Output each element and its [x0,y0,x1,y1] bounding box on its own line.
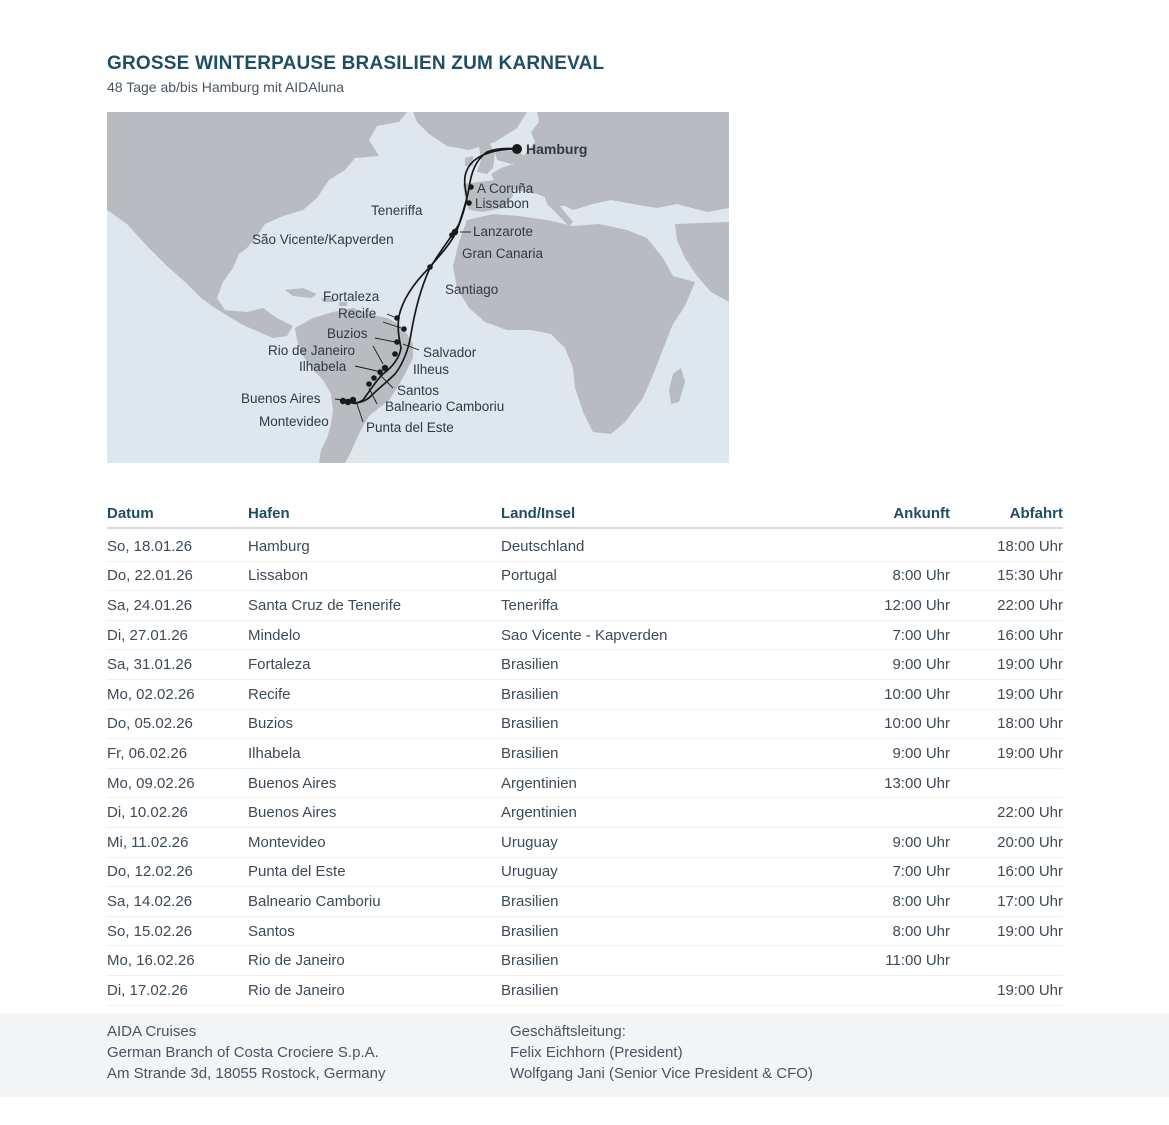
port-dot-buenosaires [340,398,346,404]
cell-hafen: Rio de Janeiro [248,975,501,1005]
cell-ankunft: 10:00 Uhr [821,709,950,739]
cell-abfahrt: 19:00 Uhr [950,679,1063,709]
itinerary-table [107,500,1063,1006]
cell-hafen: Buenos Aires [248,768,501,798]
cell-datum: Mi, 11.02.26 [107,827,248,857]
table-row [107,857,1063,887]
cell-land: Brasilien [501,679,821,709]
map-label-santos: Santos [397,383,440,398]
cell-ankunft: 7:00 Uhr [821,620,950,650]
table-row [107,946,1063,976]
cell-ankunft: 8:00 Uhr [821,561,950,591]
cell-land: Sao Vicente - Kapverden [501,620,821,650]
port-dot-lissabon [466,200,472,206]
table-row [107,709,1063,739]
map-label-rio: Rio de Janeiro [268,343,356,358]
footer-company-branch: German Branch of Costa Crociere S.p.A. [107,1044,379,1061]
cell-ankunft: 9:00 Uhr [821,739,950,769]
map-label-ilheus: Ilheus [413,362,450,377]
port-dot-salvador [394,339,400,345]
map-label-camboriu: Balneario Camboriu [385,399,505,414]
map-label-teneriffa: Teneriffa [371,203,423,218]
cell-ankunft [821,798,950,828]
footer-company-address: Am Strande 3d, 18055 Rostock, Germany [107,1065,386,1082]
port-dot-fortaleza [394,315,400,321]
cell-datum: Do, 05.02.26 [107,709,248,739]
cell-hafen: Montevideo [248,827,501,857]
table-row [107,561,1063,591]
cell-ankunft: 9:00 Uhr [821,827,950,857]
cell-hafen: Lissabon [248,561,501,591]
cell-land: Teneriffa [501,591,821,621]
table-row [107,798,1063,828]
table-row [107,916,1063,946]
cell-land: Brasilien [501,887,821,917]
cell-datum: So, 15.02.26 [107,916,248,946]
cell-land: Argentinien [501,798,821,828]
table-row [107,620,1063,650]
cell-land: Brasilien [501,975,821,1005]
footer [0,1013,1169,1097]
cell-land: Brasilien [501,739,821,769]
map-label-fortaleza: Fortaleza [323,289,380,304]
map-label-ilhabela: Ilhabela [299,359,347,374]
map-label-puntadeleste: Punta del Este [366,420,454,435]
port-dot-recife [401,326,407,332]
table-row [107,887,1063,917]
port-dot-kapverden [427,264,433,270]
cell-hafen: Buenos Aires [248,798,501,828]
page-subtitle: 48 Tage ab/bis Hamburg mit AIDAluna [107,79,345,95]
cell-land: Brasilien [501,709,821,739]
itinerary-body [107,528,1063,1005]
cell-hafen: Ilhabela [248,739,501,769]
table-row [107,827,1063,857]
port-dot-acoruna [468,184,474,190]
cell-datum: Mo, 02.02.26 [107,679,248,709]
footer-management-president: Felix Eichhorn (President) [510,1044,683,1061]
route-map [107,112,729,463]
cell-datum: Do, 12.02.26 [107,857,248,887]
map-label-santiago: Santiago [445,282,499,297]
map-label-salvador: Salvador [423,345,477,360]
map-label-montevideo: Montevideo [259,414,329,429]
cell-datum: Mo, 16.02.26 [107,946,248,976]
cell-hafen: Rio de Janeiro [248,946,501,976]
cell-abfahrt [950,946,1063,976]
footer-company [107,1021,385,1084]
port-dot-hamburg [512,144,522,154]
col-header-land: Land/Insel [501,500,821,528]
cell-ankunft: 13:00 Uhr [821,768,950,798]
cell-abfahrt: 16:00 Uhr [950,857,1063,887]
map-label-buzios: Buzios [327,326,368,341]
footer-management [510,1021,813,1084]
cell-datum: Do, 22.01.26 [107,561,248,591]
cell-abfahrt: 19:00 Uhr [950,975,1063,1005]
cell-abfahrt: 19:00 Uhr [950,739,1063,769]
cell-land: Brasilien [501,650,821,680]
map-label-saovicente: São Vicente/Kapverden [252,232,394,247]
cell-land: Brasilien [501,916,821,946]
cell-ankunft: 8:00 Uhr [821,916,950,946]
itinerary-header-row [107,500,1063,528]
cell-datum: Di, 17.02.26 [107,975,248,1005]
page-title: GROSSE WINTERPAUSE BRASILIEN ZUM KARNEVAL [107,53,605,74]
cell-abfahrt: 22:00 Uhr [950,798,1063,828]
cell-datum: Sa, 31.01.26 [107,650,248,680]
cell-datum: Sa, 24.01.26 [107,591,248,621]
route-map-svg [107,112,729,463]
cell-abfahrt: 19:00 Uhr [950,916,1063,946]
cell-abfahrt: 18:00 Uhr [950,528,1063,561]
cell-ankunft: 9:00 Uhr [821,650,950,680]
map-label-hamburg: Hamburg [526,141,588,157]
cell-abfahrt: 18:00 Uhr [950,709,1063,739]
port-dot-rio [382,365,388,371]
cell-hafen: Recife [248,679,501,709]
cell-abfahrt: 19:00 Uhr [950,650,1063,680]
cell-ankunft [821,975,950,1005]
table-row [107,975,1063,1005]
cell-abfahrt: 17:00 Uhr [950,887,1063,917]
cell-hafen: Mindelo [248,620,501,650]
port-dot-santos [371,375,377,381]
table-row [107,768,1063,798]
port-dot-camboriu [366,381,372,387]
cell-datum: So, 18.01.26 [107,528,248,561]
cell-hafen: Buzios [248,709,501,739]
cell-hafen: Fortaleza [248,650,501,680]
cell-land: Portugal [501,561,821,591]
cell-land: Uruguay [501,827,821,857]
cell-ankunft: 10:00 Uhr [821,679,950,709]
map-label-buenosaires: Buenos Aires [241,391,321,406]
map-label-grancanaria: Gran Canaria [462,246,544,261]
cell-hafen: Punta del Este [248,857,501,887]
cell-land: Brasilien [501,946,821,976]
port-dot-ilhabela [377,369,383,375]
cell-datum: Di, 27.01.26 [107,620,248,650]
cell-abfahrt: 22:00 Uhr [950,591,1063,621]
map-label-acoruna: A Coruña [477,181,534,196]
cell-abfahrt: 16:00 Uhr [950,620,1063,650]
table-row [107,591,1063,621]
table-row [107,650,1063,680]
table-row [107,679,1063,709]
col-header-hafen: Hafen [248,500,501,528]
cell-land: Uruguay [501,857,821,887]
cell-ankunft: 11:00 Uhr [821,946,950,976]
table-row [107,739,1063,769]
col-header-ankunft: Ankunft [821,500,950,528]
cell-datum: Di, 10.02.26 [107,798,248,828]
cell-datum: Mo, 09.02.26 [107,768,248,798]
cell-ankunft: 8:00 Uhr [821,887,950,917]
cell-hafen: Balneario Camboriu [248,887,501,917]
cell-abfahrt [950,768,1063,798]
col-header-abfahrt: Abfahrt [950,500,1063,528]
map-label-recife: Recife [338,306,377,321]
map-label-lissabon: Lissabon [475,196,530,211]
cell-abfahrt: 20:00 Uhr [950,827,1063,857]
map-label-lanzarote: Lanzarote [473,224,534,239]
cell-ankunft: 12:00 Uhr [821,591,950,621]
cell-land: Argentinien [501,768,821,798]
table-row [107,528,1063,561]
cell-hafen: Santos [248,916,501,946]
cell-abfahrt: 15:30 Uhr [950,561,1063,591]
cell-ankunft [821,528,950,561]
col-header-datum: Datum [107,500,248,528]
footer-company-name: AIDA Cruises [107,1023,197,1040]
footer-management-title: Geschäftsleitung: [510,1023,626,1040]
cell-datum: Sa, 14.02.26 [107,887,248,917]
cell-hafen: Santa Cruz de Tenerife [248,591,501,621]
port-dot-teneriffa [449,232,455,238]
cell-hafen: Hamburg [248,528,501,561]
cell-ankunft: 7:00 Uhr [821,857,950,887]
footer-management-cfo: Wolfgang Jani (Senior Vice President & CFO) [510,1065,813,1082]
port-dot-ilheus [392,351,398,357]
cell-datum: Fr, 06.02.26 [107,739,248,769]
cell-land: Deutschland [501,528,821,561]
